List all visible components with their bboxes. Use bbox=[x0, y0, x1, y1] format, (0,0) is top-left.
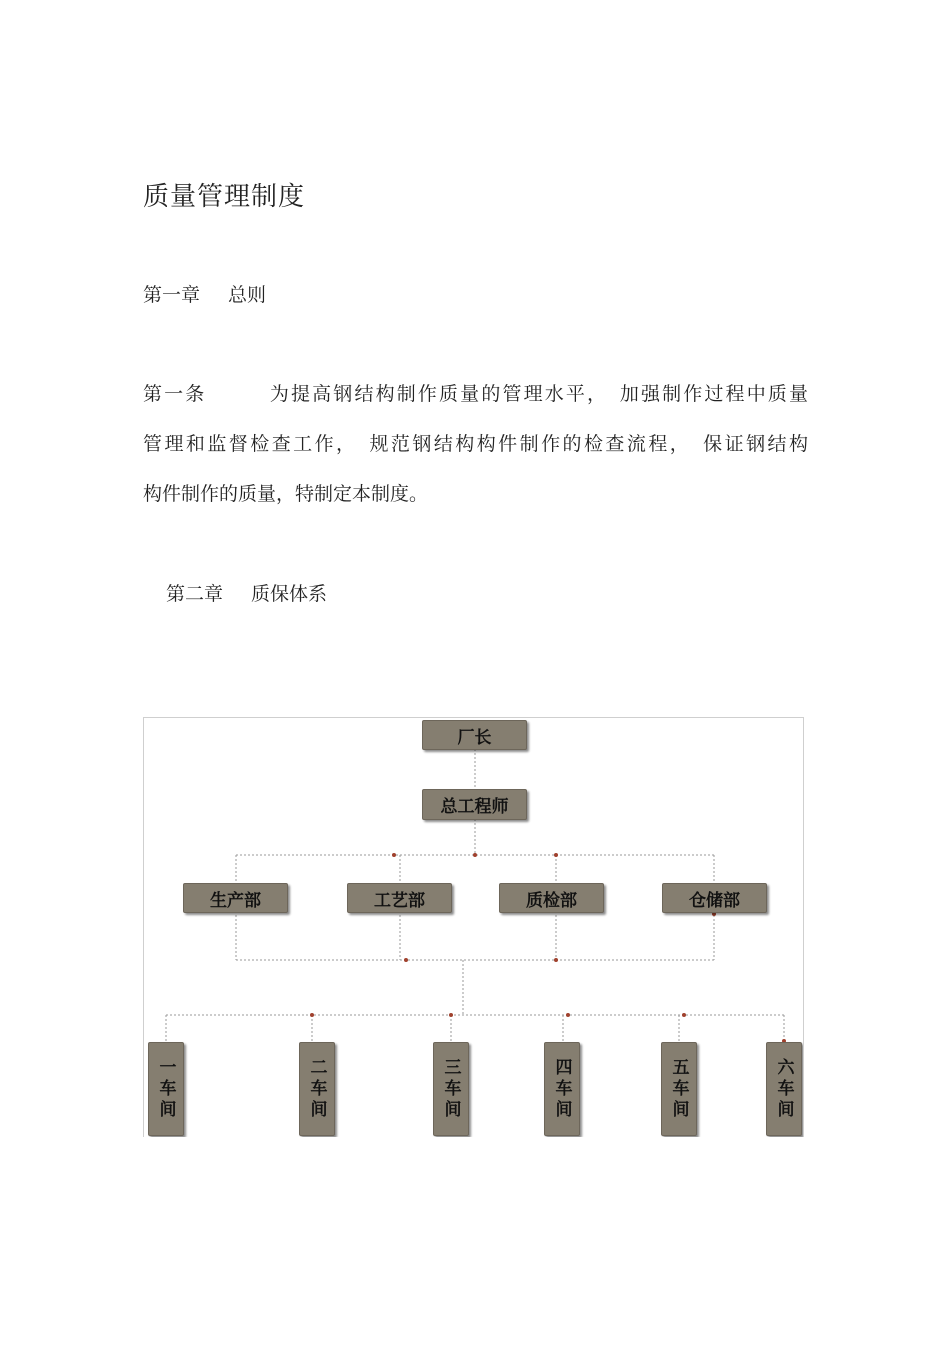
org-node-workshop: 二车间 bbox=[299, 1042, 335, 1136]
org-node-department: 生产部 bbox=[183, 883, 288, 913]
chapter-1-number: 第一章 bbox=[143, 284, 201, 306]
chapter-2-name: 质保体系 bbox=[251, 583, 328, 605]
connector-dot bbox=[392, 853, 396, 857]
org-node-department: 仓储部 bbox=[662, 883, 767, 913]
org-node-workshop: 四车间 bbox=[544, 1042, 580, 1136]
chapter-1-heading bbox=[143, 280, 266, 307]
document-title: 质量管理制度 bbox=[143, 182, 306, 212]
chapter-1-name: 总则 bbox=[228, 284, 267, 306]
org-node-workshop: 三车间 bbox=[433, 1042, 469, 1136]
article-1 bbox=[143, 369, 808, 519]
connector-dot bbox=[566, 1013, 570, 1017]
connector-dot bbox=[404, 958, 408, 962]
org-node-workshop: 一车间 bbox=[148, 1042, 184, 1136]
connector-dot bbox=[449, 1013, 453, 1017]
org-chart-connectors bbox=[144, 718, 803, 1137]
article-1-line-1: 第一条 为提高钢结构制作质量的管理水平， 加强制作过程中质量 bbox=[143, 383, 808, 405]
article-1-line-3: 构件制作的质量，特制定本制度。 bbox=[143, 483, 429, 505]
chapter-2-number: 第二章 bbox=[166, 583, 224, 605]
connector-dot bbox=[554, 958, 558, 962]
connector-dot bbox=[682, 1013, 686, 1017]
org-node-chief: 总工程师 bbox=[422, 789, 527, 820]
org-node-workshop: 六车间 bbox=[766, 1042, 802, 1136]
connector-dot bbox=[473, 853, 477, 857]
org-chart bbox=[143, 717, 804, 1137]
org-node-department: 工艺部 bbox=[347, 883, 452, 913]
article-1-line-2: 管理和监督检查工作， 规范钢结构构件制作的检查流程， 保证钢结构 bbox=[143, 433, 808, 455]
org-node-top: 厂长 bbox=[422, 720, 527, 750]
org-node-workshop: 五车间 bbox=[661, 1042, 697, 1136]
chapter-2-heading bbox=[166, 579, 327, 606]
connector-dot bbox=[554, 853, 558, 857]
connector-dot bbox=[310, 1013, 314, 1017]
org-node-department: 质检部 bbox=[499, 883, 604, 913]
